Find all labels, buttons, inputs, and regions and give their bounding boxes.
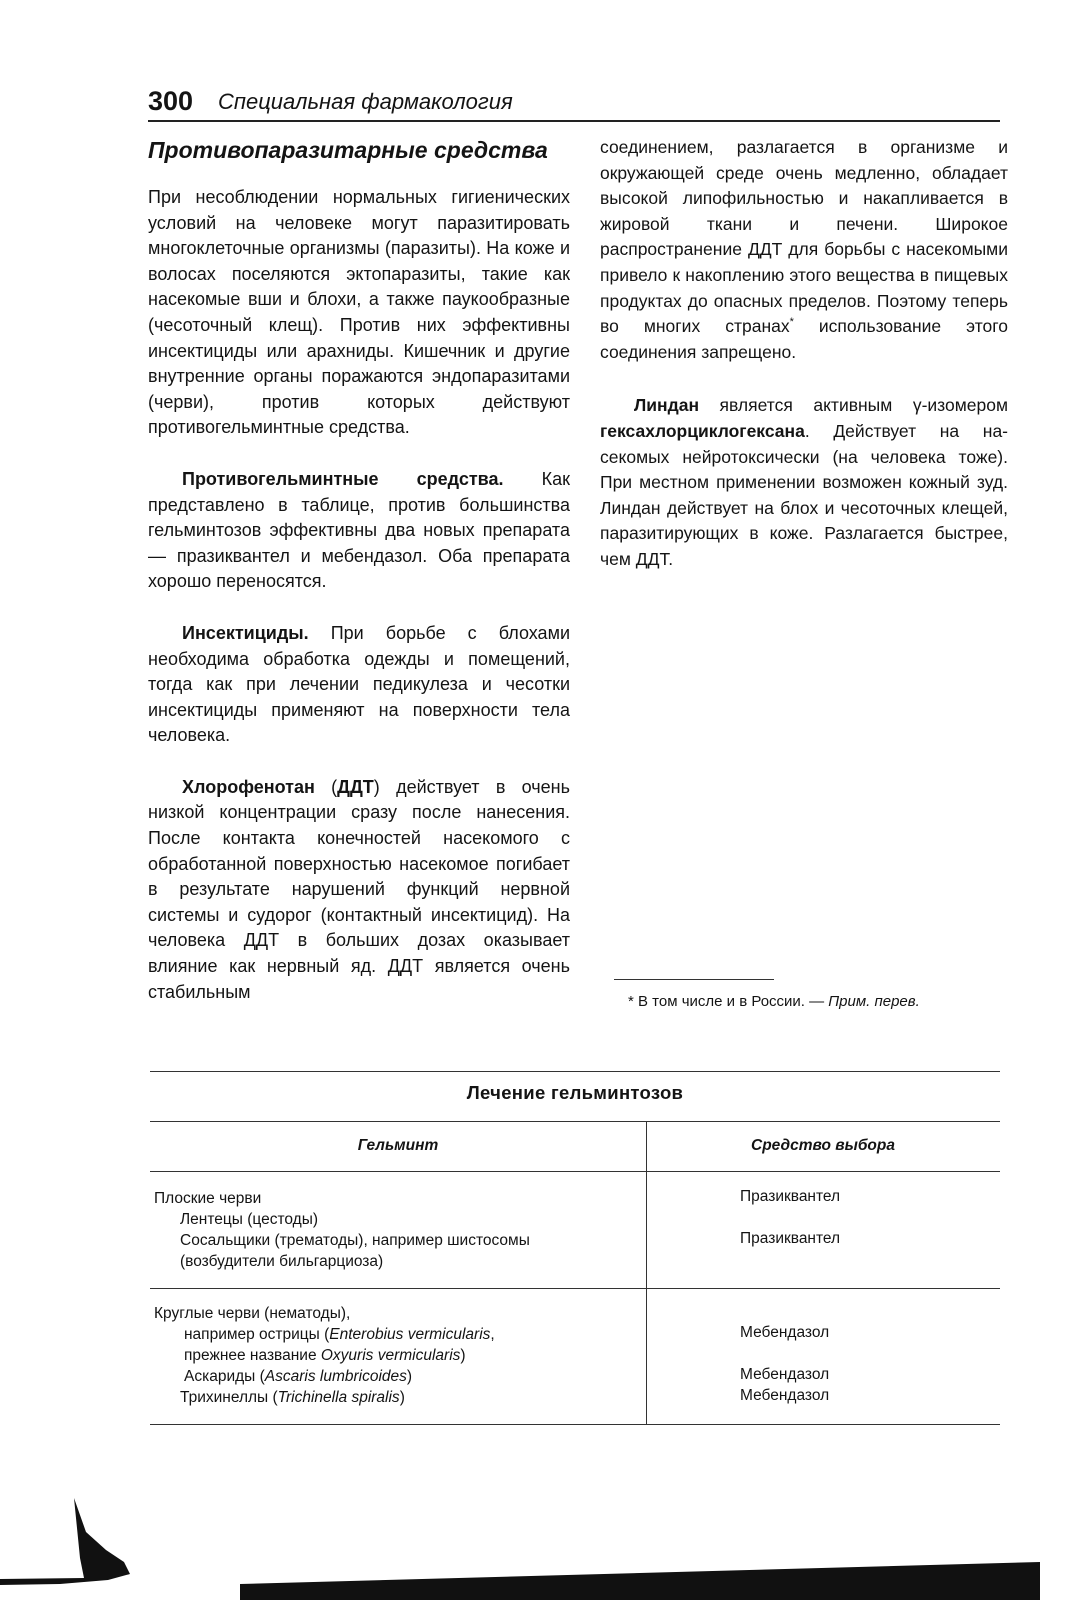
scan-edge-artifact	[0, 1488, 1068, 1600]
table-cell-drug: Празиквантел	[740, 1230, 841, 1247]
footnote-translator-note: Прим. перев.	[828, 993, 920, 1010]
table-row-flatworms	[154, 1188, 530, 1272]
footnote-mark: *	[628, 993, 634, 1010]
section-title: Противопаразитарные средства	[148, 137, 548, 163]
table-cell-drug: Мебендазол	[740, 1366, 830, 1383]
ddt-abbr: ДДТ	[337, 776, 374, 797]
lindane-term: Линдан	[634, 395, 700, 416]
table-cell-latin-name: Enterobius vermicularis	[329, 1326, 491, 1343]
header-rule	[148, 120, 1000, 122]
insecticides-text: При борьбе с блохами необходима обработка одежды и помещений, тогда как при лечении педикулеза и чесотки инсектициды применяют на поверхности тела человека.	[148, 622, 570, 746]
ddt-continued-b: использование этого соединения запрещено.	[600, 316, 1008, 362]
lindane-text-b: . Действует на насекомых нейротоксически (на человека тоже). При местном применении возможен кожный зуд. Линдан действует на блох и чесоточных клещей, паразитирующих в коже. Разлагается быстрее, чем ДДТ.	[600, 420, 1008, 569]
right-column	[600, 135, 1008, 573]
table-cell-drug: Мебендазол	[740, 1387, 830, 1404]
ddt-text: ) действует в очень низкой концентрации сразу после нанесения. После контакта конечностей насекомого с обработанной поверхностью насекомое погибает в результате нарушений функций нервной системы и судорог (контактный инсектицид). На человека ДДТ в больших дозах оказывает влияние как нервный яд. ДДТ является очень стабильным	[148, 776, 570, 1002]
table-header-helminth: Гельминт	[357, 1137, 439, 1154]
table-cell-text: )	[399, 1389, 405, 1406]
book-title: Специальная фармакология	[218, 89, 513, 114]
footnote-mark-ref: *	[789, 316, 794, 329]
table-cell-text: прежнее название	[184, 1347, 321, 1364]
table-cell-text: Аскариды (	[184, 1368, 265, 1385]
table-row-roundworms	[154, 1303, 495, 1408]
table-cell-latin-name: Trichinella spiralis	[277, 1389, 400, 1406]
anthelmintic-text: Как представлено в таблице, против большинства гельминтозов эффективны два новых препарата — празиквантел и мебендазол. Оба препарата хорошо переносятся.	[148, 468, 571, 592]
insecticides-term: Инсектициды.	[182, 622, 309, 643]
lindane-compound: гексахлорциклогексана	[600, 420, 805, 441]
table-cell-text: ,	[490, 1326, 495, 1343]
table-cell-line	[154, 1324, 495, 1345]
lindane-paragraph	[600, 393, 1008, 572]
table-cell-text: )	[406, 1368, 413, 1385]
table-top-rule	[150, 1071, 1000, 1072]
table-cell-drug: Празиквантел	[740, 1188, 841, 1205]
table-row-divider	[150, 1288, 1000, 1289]
footnote-text: В том числе и в России. —	[633, 993, 829, 1010]
insecticides-paragraph	[148, 621, 570, 749]
footnote-rule	[614, 979, 774, 980]
table-cell-text: например острицы (	[184, 1326, 330, 1343]
table-cell-latin-name: Ascaris lumbricoides	[264, 1368, 407, 1385]
table-bottom-rule	[150, 1424, 1000, 1425]
table-cell-text: Трихинеллы (	[180, 1389, 278, 1406]
left-column	[148, 135, 570, 1005]
ddt-continued-a: соединением, разлагается в организме и окружающей среде очень медленно, обладает высокой липофильностью и накапливается в жировой ткани и печени. Широкое распространение ДДТ для борьбы с насекомыми привело к накоплению этого вещества в пищевых продуктах до опасных пределов. Поэтому теперь во многих странах	[600, 137, 1008, 337]
lindane-text-a: является активным γ-изомером	[699, 395, 1008, 416]
table-cell-line	[154, 1387, 495, 1408]
footnote	[628, 993, 1008, 1010]
page-number: 300	[148, 86, 194, 116]
table-cell-line: Круглые черви (нематоды),	[154, 1305, 351, 1322]
ddt-continued-paragraph	[600, 135, 1008, 365]
table-cell-line: (возбудители бильгарциоза)	[180, 1253, 384, 1270]
table-cell-line	[154, 1345, 495, 1366]
table-cell-line: Лентецы (цестоды)	[180, 1211, 319, 1228]
ddt-paragraph	[148, 775, 570, 1005]
intro-paragraph: При несоблюдении нормальных гигиенических условий на человеке могут паразитировать многоклеточные организмы (паразиты). На коже и волосах поселяются эктопаразиты, такие как насекомые вши и блохи, а также паукообразные (чесоточный клещ). Против них эффективны инсектициды или арахниды. Кишечник и другие внутренние органы поражаются эндопаразитами (черви), против которых действуют противогельминтные средства.	[148, 187, 570, 438]
ddt-term: Хлорофенотан	[182, 776, 315, 797]
page-header	[148, 86, 1000, 120]
table-cell-latin-name: Oxyuris vermicularis	[320, 1347, 461, 1364]
table-cell-line: Сосальщики (трематоды), например шистосомы	[180, 1232, 530, 1249]
anthelmintic-paragraph	[148, 467, 570, 595]
table-header-top-rule	[150, 1121, 1000, 1122]
table-cell-drug: Мебендазол	[740, 1324, 830, 1341]
table-cell-line	[154, 1366, 495, 1387]
ddt-paren-open: (	[314, 776, 338, 797]
table-column-divider	[646, 1122, 647, 1424]
table-cell-text: )	[460, 1347, 466, 1364]
table-cell-line: Плоские черви	[154, 1190, 262, 1207]
table-title: Лечение гельминтозов	[466, 1082, 684, 1103]
table-header-drug: Средство выбора	[751, 1137, 895, 1154]
table-header-bottom-rule	[150, 1171, 1000, 1172]
anthelmintic-term: Противогельминтные средства.	[182, 468, 504, 489]
